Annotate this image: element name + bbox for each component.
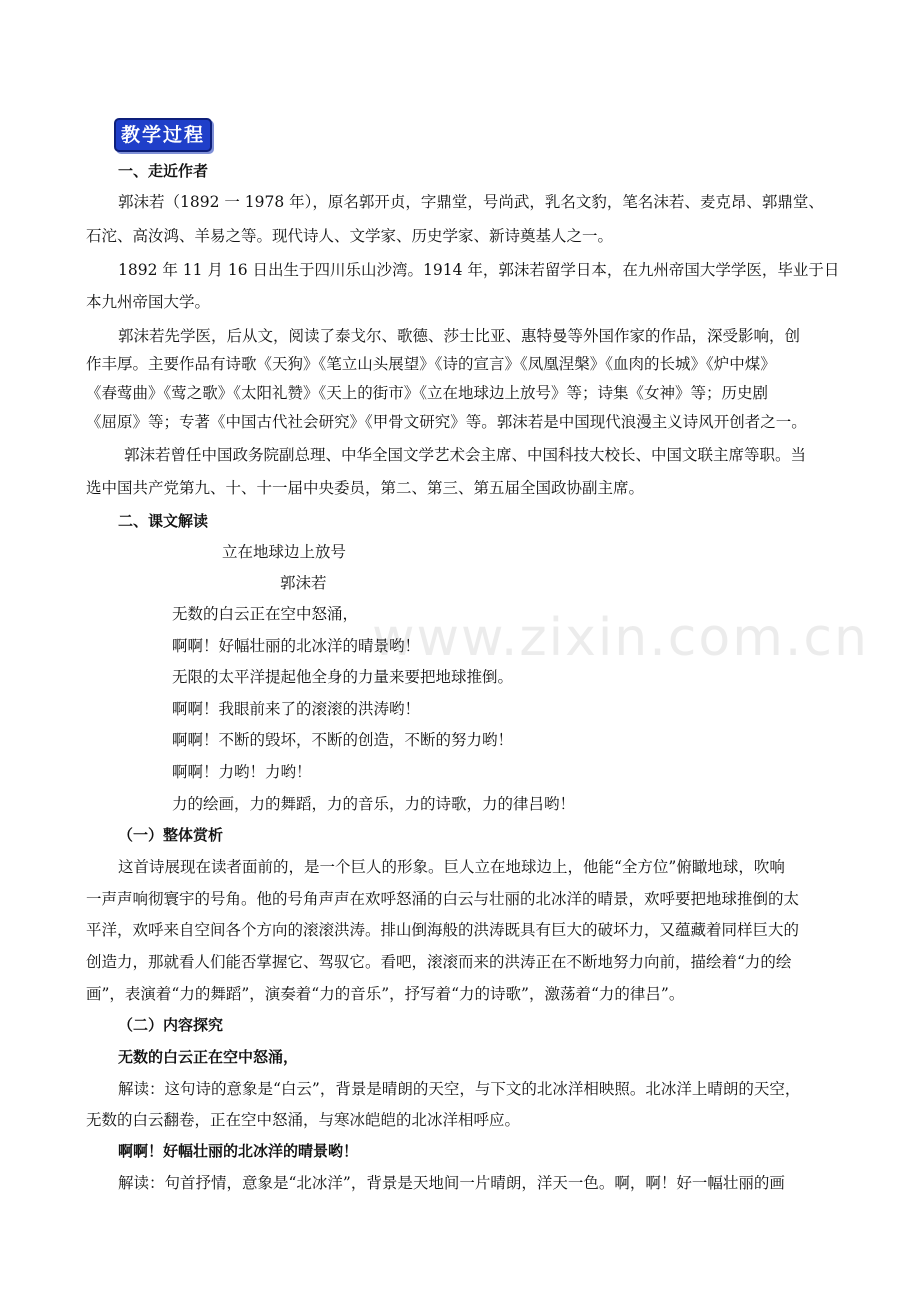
para-posts-line-2: 选中国共产党第九、十、十一届中央委员，第二、第三、第五届全国政协副主席。 <box>86 479 645 497</box>
poem-line: 啊啊！我眼前来了的滚滚的洪涛哟！ <box>172 700 421 718</box>
poem-line: 啊啊！好幅壮丽的北冰洋的晴景哟！ <box>172 637 421 655</box>
poem-line: 啊啊！不断的毁坏，不断的创造，不断的努力哟！ <box>172 731 514 749</box>
section-heading-author: 一、走近作者 <box>118 162 209 180</box>
para-birth-line-2: 本九州帝国大学。 <box>86 293 211 311</box>
para-author-line-1: 郭沫若（1892 一 1978 年），原名郭开贞，字鼎堂，号尚武，乳名文豹，笔名沫若、麦克昂、郭鼎堂、 <box>118 193 824 211</box>
para-works-line-2: 作丰厚。主要作品有诗歌《天狗》《笔立山头展望》《诗的宣言》《凤凰涅槃》《血肉的长城》《炉中煤》 <box>86 355 776 373</box>
poem-line: 力的绘画，力的舞蹈，力的音乐，力的诗歌，力的律吕哟！ <box>172 795 576 813</box>
poem-line: 啊啊！力哟！力哟！ <box>172 763 312 781</box>
quote-line-1: 无数的白云正在空中怒涌， <box>118 1048 299 1066</box>
para-birth-line-1: 1892 年 11 月 16 日出生于四川乐山沙湾。1914 年，郭沫若留学日本，在九州帝国大学学医，毕业于日 <box>118 261 840 279</box>
para-appreciation-line-5: 画”，表演着“力的舞蹈”，演奏着“力的音乐”，抒写着“力的诗歌”，激荡着“力的律吕”。 <box>86 985 685 1003</box>
poem-line: 无数的白云正在空中怒涌， <box>172 605 359 623</box>
para-appreciation-line-2: 一声声响彻寰宇的号角。他的号角声声在欢呼怒涌的白云与壮丽的北冰洋的晴景，欢呼要把地球推倒的太 <box>86 890 800 908</box>
para-works-line-4: 《屈原》等；专著《中国古代社会研究》《甲骨文研究》等。郭沫若是中国现代浪漫主义诗风开创者之一。 <box>86 413 807 431</box>
poem-title: 立在地球边上放号 <box>222 543 347 561</box>
quote-line-2: 啊啊！好幅壮丽的北冰洋的晴景哟！ <box>118 1142 359 1160</box>
section-heading-text: 二、课文解读 <box>118 512 209 530</box>
para-appreciation-line-4: 创造力，那就看人们能否掌握它、驾驭它。看吧，滚滚而来的洪涛正在不断地努力向前，描绘着“力的绘 <box>86 953 792 971</box>
poem-line: 无限的太平洋提起他全身的力量来要把地球推倒。 <box>172 668 514 686</box>
para-author-line-2: 石沱、高汝鸿、羊易之等。现代诗人、文学家、历史学家、新诗奠基人之一。 <box>86 227 614 245</box>
analysis-1-line-2: 无数的白云翻卷，正在空中怒涌，与寒冰皑皑的北冰洋相呼应。 <box>86 1111 521 1129</box>
subheading-content: （二）内容探究 <box>118 1016 224 1034</box>
para-appreciation-line-3: 平洋，欢呼来自空间各个方向的滚滚洪涛。排山倒海般的洪涛既具有巨大的破坏力，又蕴藏着同样巨大的 <box>86 921 800 939</box>
para-appreciation-line-1: 这首诗展现在读者面前的，是一个巨人的形象。巨人立在地球边上，他能“全方位”俯瞰地球，吹响 <box>118 858 785 876</box>
watermark: www.zixin.com.cn <box>372 608 869 668</box>
analysis-2-line-1: 解读：句首抒情，意象是“北冰洋”，背景是天地间一片晴朗，洋天一色。啊，啊！好一幅壮丽的画 <box>118 1174 785 1192</box>
subheading-overall: （一）整体赏析 <box>118 826 224 844</box>
poem-author: 郭沫若 <box>280 574 327 592</box>
para-works-line-3: 《春莺曲》《莺之歌》《太阳礼赞》《天上的街市》《立在地球边上放号》等；诗集《女神》等；历史剧 <box>86 384 769 402</box>
analysis-1-line-1: 解读：这句诗的意象是“白云”，背景是晴朗的天空，与下文的北冰洋相映照。北冰洋上晴朗的天空， <box>118 1080 801 1098</box>
para-posts-line-1: 郭沫若曾任中国政务院副总理、中华全国文学艺术会主席、中国科技大校长、中国文联主席等职。当 <box>124 446 807 464</box>
section-badge: 教学过程 <box>114 118 212 152</box>
para-works-line-1: 郭沫若先学医，后从文，阅读了泰戈尔、歌德、莎士比亚、惠特曼等外国作家的作品，深受影响，创 <box>118 327 801 345</box>
